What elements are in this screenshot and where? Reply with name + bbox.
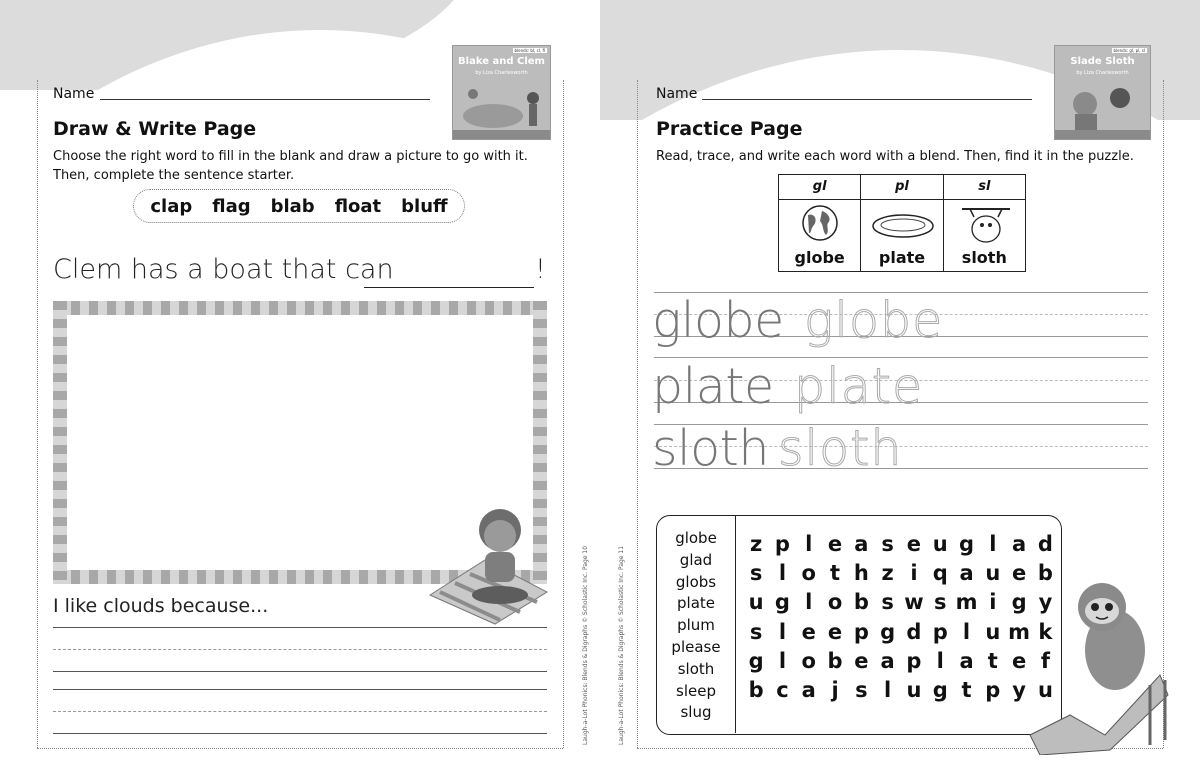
letter-cell[interactable]: m <box>1008 619 1031 644</box>
letter-cell[interactable]: u <box>748 590 764 615</box>
writing-line[interactable] <box>53 689 547 690</box>
letter-cell[interactable]: f <box>1040 648 1050 673</box>
book-title: Blake and Clem <box>458 56 545 67</box>
blend-label: sl <box>944 175 1025 200</box>
name-label: Name <box>53 86 95 102</box>
globe-icon <box>800 203 840 243</box>
letter-cell[interactable]: h <box>853 561 869 586</box>
letter-cell[interactable]: s <box>933 590 947 615</box>
letter-cell[interactable]: a <box>854 532 869 556</box>
letter-cell[interactable]: y <box>1038 590 1053 615</box>
picture-word: sloth <box>961 248 1007 267</box>
picture-cell <box>861 175 943 271</box>
letter-cell[interactable]: e <box>801 619 816 644</box>
letter-cell[interactable]: a <box>959 648 974 673</box>
letter-cell[interactable]: l <box>936 648 944 673</box>
sentence-blank[interactable] <box>364 287 534 288</box>
letter-cell[interactable]: g <box>880 619 896 644</box>
trace-word-model: sloth <box>652 420 769 477</box>
cut-line-left <box>37 80 38 748</box>
word-list-item: sloth <box>677 659 715 678</box>
letter-cell[interactable]: j <box>831 678 839 703</box>
word-bank-item: clap <box>150 195 193 217</box>
trace-word-dotted[interactable]: plate <box>794 358 924 415</box>
letter-cell[interactable]: p <box>932 619 948 644</box>
letter-cell[interactable]: y <box>1012 678 1026 703</box>
letter-cell[interactable]: e <box>854 648 869 673</box>
letter-cell[interactable]: p <box>906 648 922 673</box>
cut-line-left <box>637 80 638 748</box>
letter-cell[interactable]: e <box>1011 648 1027 673</box>
letter-cell[interactable]: s <box>749 561 763 586</box>
book-cover-blake-and-clem <box>452 45 551 140</box>
word-bank <box>133 189 465 223</box>
instructions: Read, trace, and write each word with a blend. Then, find it in the puzzle. <box>656 149 1134 164</box>
letter-cell[interactable]: e <box>827 532 843 556</box>
writing-line[interactable] <box>53 627 547 628</box>
letter-cell[interactable]: t <box>987 648 998 673</box>
page-title: Draw & Write Page <box>53 118 257 140</box>
letter-cell[interactable]: p <box>774 532 790 556</box>
trace-word-model: globe <box>652 292 784 349</box>
letter-cell[interactable]: t <box>830 561 841 586</box>
instructions-line-1: Choose the right word to fill in the blank and draw a picture to go with it. <box>53 149 528 164</box>
sloth-icon <box>960 203 1012 245</box>
letter-cell[interactable]: g <box>959 532 975 556</box>
book-subtitle: by Liza Charlesworth <box>1076 70 1129 76</box>
letter-cell[interactable]: l <box>778 619 787 644</box>
boy-on-blanket-icon <box>425 500 550 625</box>
letter-cell[interactable]: l <box>805 590 813 615</box>
blend-label: gl <box>779 175 860 200</box>
trace-word-dotted[interactable]: globe <box>804 292 944 349</box>
word-bank-item: bluff <box>401 195 448 217</box>
page-title: Practice Page <box>656 118 803 140</box>
picture-word: plate <box>878 248 926 267</box>
letter-grid-row <box>743 530 1059 559</box>
letter-cell[interactable]: z <box>881 561 894 586</box>
book-cover-slade-sloth <box>1054 45 1151 140</box>
word-list-item: glad <box>679 550 713 569</box>
word-search-divider <box>735 516 736 733</box>
picture-word: globe <box>794 248 845 267</box>
word-bank-item: flag <box>212 195 251 217</box>
instructions-line-2: Then, complete the sentence starter. <box>53 168 295 183</box>
fill-in-sentence: Clem has a boat that can <box>53 254 394 285</box>
book-tag: blends: bl, cl, fl <box>514 48 545 53</box>
letter-cell[interactable]: i <box>989 590 997 615</box>
letter-cell[interactable]: l <box>805 532 813 556</box>
word-bank-item: float <box>334 195 382 217</box>
letter-cell[interactable]: g <box>748 648 764 673</box>
letter-cell[interactable]: z <box>750 532 763 556</box>
letter-cell[interactable]: q <box>932 561 948 586</box>
letter-cell[interactable]: s <box>881 590 894 615</box>
letter-cell[interactable]: u <box>985 619 1001 644</box>
book-illustration-icon <box>1055 46 1150 139</box>
picture-word-table <box>778 174 1026 272</box>
page-footer: Laugh-a-Lot Phonics: Blends & Digraphs © Scholastic Inc. Page 11 <box>618 545 625 745</box>
blend-label: pl <box>861 175 942 200</box>
letter-cell[interactable]: e <box>827 619 843 644</box>
word-list-item: please <box>671 637 721 656</box>
letter-cell[interactable]: g <box>932 678 948 703</box>
writing-line[interactable] <box>53 733 547 734</box>
writing-guide-line <box>53 649 547 650</box>
word-list-item: globs <box>675 572 717 591</box>
word-list-item: plate <box>677 594 715 613</box>
letter-cell[interactable]: e <box>906 532 922 556</box>
word-list-item: plum <box>677 616 715 635</box>
letter-cell[interactable]: t <box>961 678 972 703</box>
letter-cell[interactable]: k <box>1038 619 1053 644</box>
picture-cell <box>779 175 861 271</box>
letter-cell[interactable]: l <box>989 532 997 556</box>
letter-cell[interactable]: w <box>904 590 924 615</box>
letter-cell[interactable]: d <box>1037 532 1053 556</box>
letter-cell[interactable]: o <box>801 648 816 673</box>
letter-cell[interactable]: o <box>827 590 843 615</box>
letter-cell[interactable]: e <box>1011 561 1027 586</box>
word-bank-item: blab <box>270 195 315 217</box>
letter-cell[interactable]: a <box>959 561 974 586</box>
letter-cell[interactable]: d <box>906 619 922 644</box>
book-tag: blends: gl, pl, sl <box>1113 48 1145 53</box>
name-label: Name <box>656 86 698 102</box>
letter-cell[interactable]: u <box>985 561 1001 586</box>
sentence-starter: I like clouds because... <box>53 595 269 617</box>
letter-cell[interactable]: o <box>801 561 816 586</box>
letter-cell[interactable]: c <box>776 678 789 703</box>
sentence-exclamation: ! <box>535 254 546 285</box>
letter-cell[interactable]: p <box>853 619 869 644</box>
letter-cell[interactable]: u <box>906 678 922 703</box>
word-list-item: globe <box>675 529 717 547</box>
letter-cell[interactable]: b <box>827 648 843 673</box>
writing-line[interactable] <box>53 671 547 672</box>
book-subtitle: by Liza Charlesworth <box>475 70 528 76</box>
letter-cell[interactable]: m <box>955 590 978 615</box>
writing-guide-line <box>53 711 547 712</box>
plate-icon <box>871 211 935 241</box>
letter-cell[interactable]: l <box>884 678 892 703</box>
name-field[interactable] <box>702 99 1032 100</box>
cut-line-bottom <box>37 748 563 749</box>
picture-cell <box>944 175 1025 271</box>
letter-cell[interactable]: p <box>985 678 1001 703</box>
book-illustration-icon <box>453 46 550 139</box>
trace-word-dotted[interactable]: sloth <box>778 420 903 477</box>
letter-cell[interactable]: b <box>1037 561 1053 586</box>
word-list-item: slug <box>680 703 712 722</box>
letter-cell[interactable]: l <box>962 619 971 644</box>
letter-cell[interactable]: l <box>778 561 787 586</box>
letter-cell[interactable]: u <box>1037 678 1053 703</box>
cut-line-right <box>563 80 564 748</box>
letter-cell[interactable]: l <box>778 648 787 673</box>
letter-cell[interactable]: s <box>749 619 763 644</box>
name-field[interactable] <box>100 99 430 100</box>
trace-word-model: plate <box>652 358 774 415</box>
letter-cell[interactable]: g <box>774 590 790 615</box>
letter-cell[interactable]: i <box>910 561 918 586</box>
word-list <box>660 528 732 724</box>
letter-cell[interactable]: b <box>748 678 764 703</box>
book-title: Slade Sloth <box>1070 56 1135 67</box>
letter-cell[interactable]: a <box>801 678 816 703</box>
page-footer: Laugh-a-Lot Phonics: Blends & Digraphs © Scholastic Inc. Page 10 <box>582 545 589 745</box>
right-page <box>600 0 1200 779</box>
letter-cell[interactable]: s <box>855 678 868 703</box>
sloth-on-slide-icon <box>1010 565 1170 755</box>
letter-cell[interactable]: a <box>1012 532 1027 556</box>
letter-cell[interactable]: a <box>880 648 895 673</box>
word-list-item: sleep <box>676 681 716 700</box>
letter-cell[interactable]: g <box>1011 590 1027 615</box>
letter-cell[interactable]: s <box>881 532 894 556</box>
letter-cell[interactable]: u <box>932 532 948 556</box>
letter-cell[interactable]: b <box>853 590 869 615</box>
